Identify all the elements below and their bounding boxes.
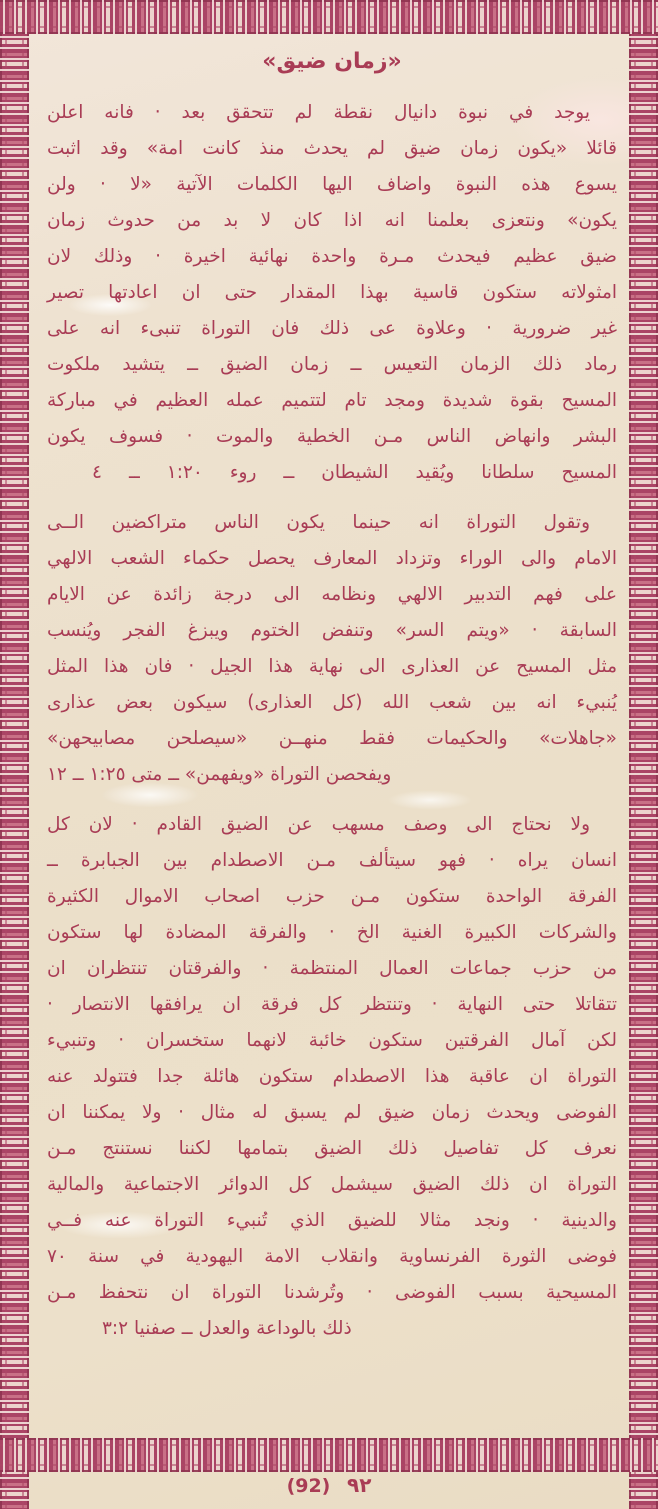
text-line: الفوضى ويحدث زمان ضيق لم يسبق له مثال · ولا يمكننا ان bbox=[47, 1102, 617, 1123]
text-line: امثولاته ستكون قاسية بهذا المقدار حتى ان اعادتها تصير bbox=[47, 282, 617, 303]
text-line: ولا نحتاج الى وصف مسهب عن الضيق القادم · لان كل bbox=[47, 814, 590, 835]
ornamental-border-right bbox=[629, 0, 658, 1509]
text-line: ذلك بالوداعة والعدل ــ صفنيا ٣:٢ bbox=[102, 1318, 352, 1339]
text-line: «جاهلات» والحكيمات فقط منهــن «سيصلحن مصابيحهن» bbox=[47, 728, 617, 749]
text-line: المسيحية بسبب الفوضى · وتُرشدنا التوراة ان نتحفظ مـن bbox=[47, 1282, 617, 1303]
page-body bbox=[47, 36, 617, 1361]
text-line: يوجد في نبوة دانيال نقطة لم تتحقق بعد · فانه اعلن bbox=[47, 102, 590, 123]
text-line: وتقول التوراة انه حينما يكون الناس متراكضين الــى bbox=[47, 512, 590, 533]
text-line: غير ضرورية · وعلاوة عى ذلك فان التوراة تنبىء انه على bbox=[47, 318, 617, 339]
paragraph bbox=[47, 807, 617, 1347]
page-title: «زمان ضيق» bbox=[262, 49, 402, 74]
text-line: ضيق عظيم فيحدث مـرة واحدة نهائية اخيرة · وذلك لان bbox=[47, 246, 617, 267]
text-line: التوراة ان عاقبة هذا الاصطدام ستكون هائلة جدا فتتولد عنه bbox=[47, 1066, 617, 1087]
text-line: فوضى الثورة الفرنساوية وانقلاب الامة اليهودية في سنة ٧٠ bbox=[47, 1246, 617, 1267]
paragraph bbox=[47, 95, 617, 491]
paragraph bbox=[47, 505, 617, 793]
text-line: الفرقة الواحدة ستكون مـن حزب اصحاب الاموال الكثيرة bbox=[47, 886, 617, 907]
text-line: والدينية · ونجد مثالا للضيق الذي تُنبيء التوراة عنه فــي bbox=[47, 1210, 617, 1231]
text-line: مثل المسيح عن العذارى الى نهاية هذا الجيل · فان هذا المثل bbox=[47, 656, 617, 677]
text-line: يكون» ونتعزى بعلمنا انه اذا كان لا بد من حدوث زمان bbox=[47, 210, 617, 231]
text-line: انسان يراه · فهو سيتألف مـن الاصطدام بين الجبابرة ــ bbox=[47, 850, 617, 871]
text-line: يسوع هذه النبوة واضاف اليها الكلمات الآتية «لا · ولن bbox=[47, 174, 617, 195]
text-line: لكن آمال الفرقتين ستكون خائبة لانهما ستخسران · وتنبيء bbox=[47, 1030, 617, 1051]
text-line: قائلا «يكون زمان ضيق لم يحدث منذ كانت امة» وقد اثبت bbox=[47, 138, 617, 159]
text-line: من حزب جماعات العمال المنتظمة · والفرقتان تنتظران ان bbox=[47, 958, 617, 979]
ornamental-border-top bbox=[0, 0, 658, 34]
text-line: المسيح بقوة شديدة ومجد تام لتتميم عمله العظيم في مباركة bbox=[47, 390, 617, 411]
text-line: والشركات الكبيرة الغنية الخ · والفرقة المضادة لها ستكون bbox=[47, 922, 617, 943]
text-line: نعرف كل تفاصيل ذلك الضيق بتمامها لكننا نستنتج مـن bbox=[47, 1138, 617, 1159]
ornamental-border-left bbox=[0, 0, 29, 1509]
text-line: تتقاتلا حتى النهاية · وتنتظر كل فرقة ان يرافقها الانتصار · bbox=[47, 994, 617, 1015]
page-number-western: (92) bbox=[286, 1475, 331, 1497]
text-line: الامام والى الوراء وتزداد المعارف يحصل حكماء الشعب الالهي bbox=[47, 548, 617, 569]
ornamental-border-bottom bbox=[0, 1438, 658, 1472]
text-line: السابقة · «ويتم السر» وتنفض الختوم ويبزغ الفجر ويُنسب bbox=[47, 620, 617, 641]
text-line: رماد ذلك الزمان التعيس ــ زمان الضيق ــ يتشيد ملكوت bbox=[47, 354, 617, 375]
text-line: على فهم التدبير الالهي ونظامه الى درجة زائدة عن الايام bbox=[47, 584, 617, 605]
text-line: المسيح سلطانا ويُقيد الشيطان ــ روء ١:٢٠ ــ ٤ bbox=[92, 462, 617, 483]
page-number bbox=[0, 1473, 658, 1497]
text-line: ويفحصن التوراة «ويفهمن» ــ متى ١:٢٥ ــ ١٢ bbox=[47, 764, 392, 785]
page-number-arabic: ٩٢ bbox=[347, 1473, 372, 1497]
text-line: البشر وانهاض الناس مـن الخطية والموت · فسوف يكون bbox=[47, 426, 617, 447]
text-line: التوراة ان ذلك الضيق سيشمل كل الدوائر الاجتماعية والمالية bbox=[47, 1174, 617, 1195]
text-line: يُنبيء انه بين شعب الله (كل العذارى) سيكون بعض عذارى bbox=[47, 692, 617, 713]
